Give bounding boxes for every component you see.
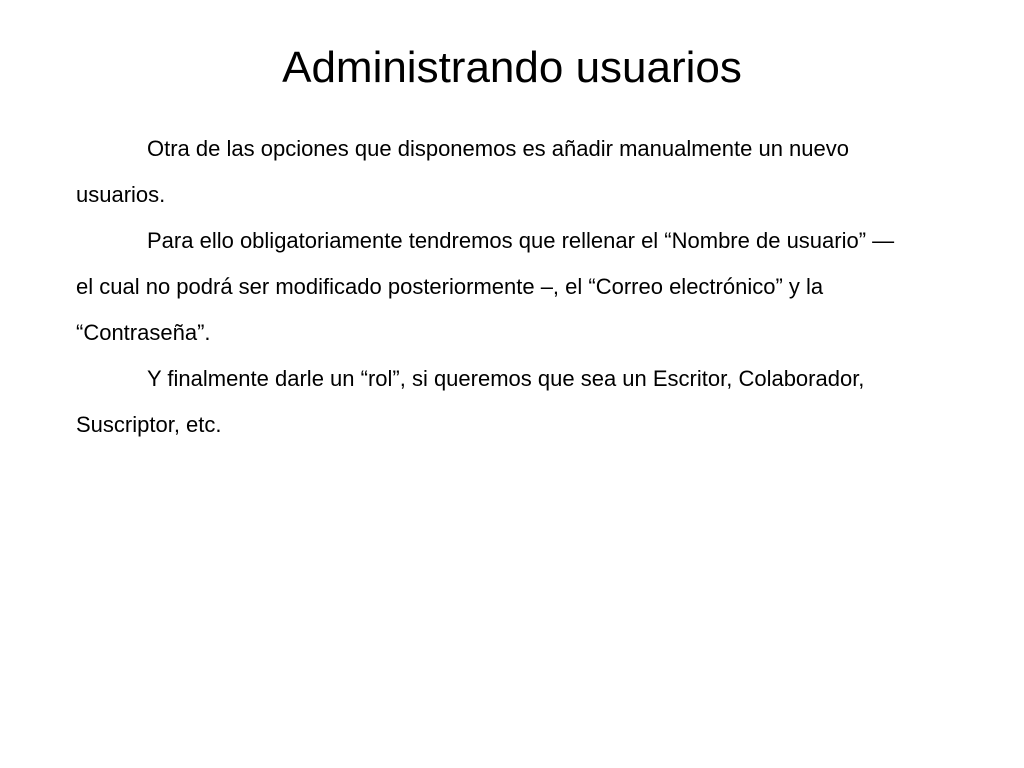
paragraph-role: Y finalmente darle un “rol”, si queremos que sea un Escritor, Colaborador, Suscriptor, etc. [76, 366, 865, 437]
slide-body [76, 126, 916, 448]
slide-title: Administrando usuarios [282, 43, 742, 92]
paragraph-add-user: Otra de las opciones que disponemos es añadir manualmente un nuevo usuarios. [76, 136, 850, 207]
paragraph-required-fields: Para ello obligatoriamente tendremos que rellenar el “Nombre de usuario” — el cual no podrá ser modificado posteriormente –, el “Correo electrónico” y la “Contraseña”. [76, 228, 895, 345]
